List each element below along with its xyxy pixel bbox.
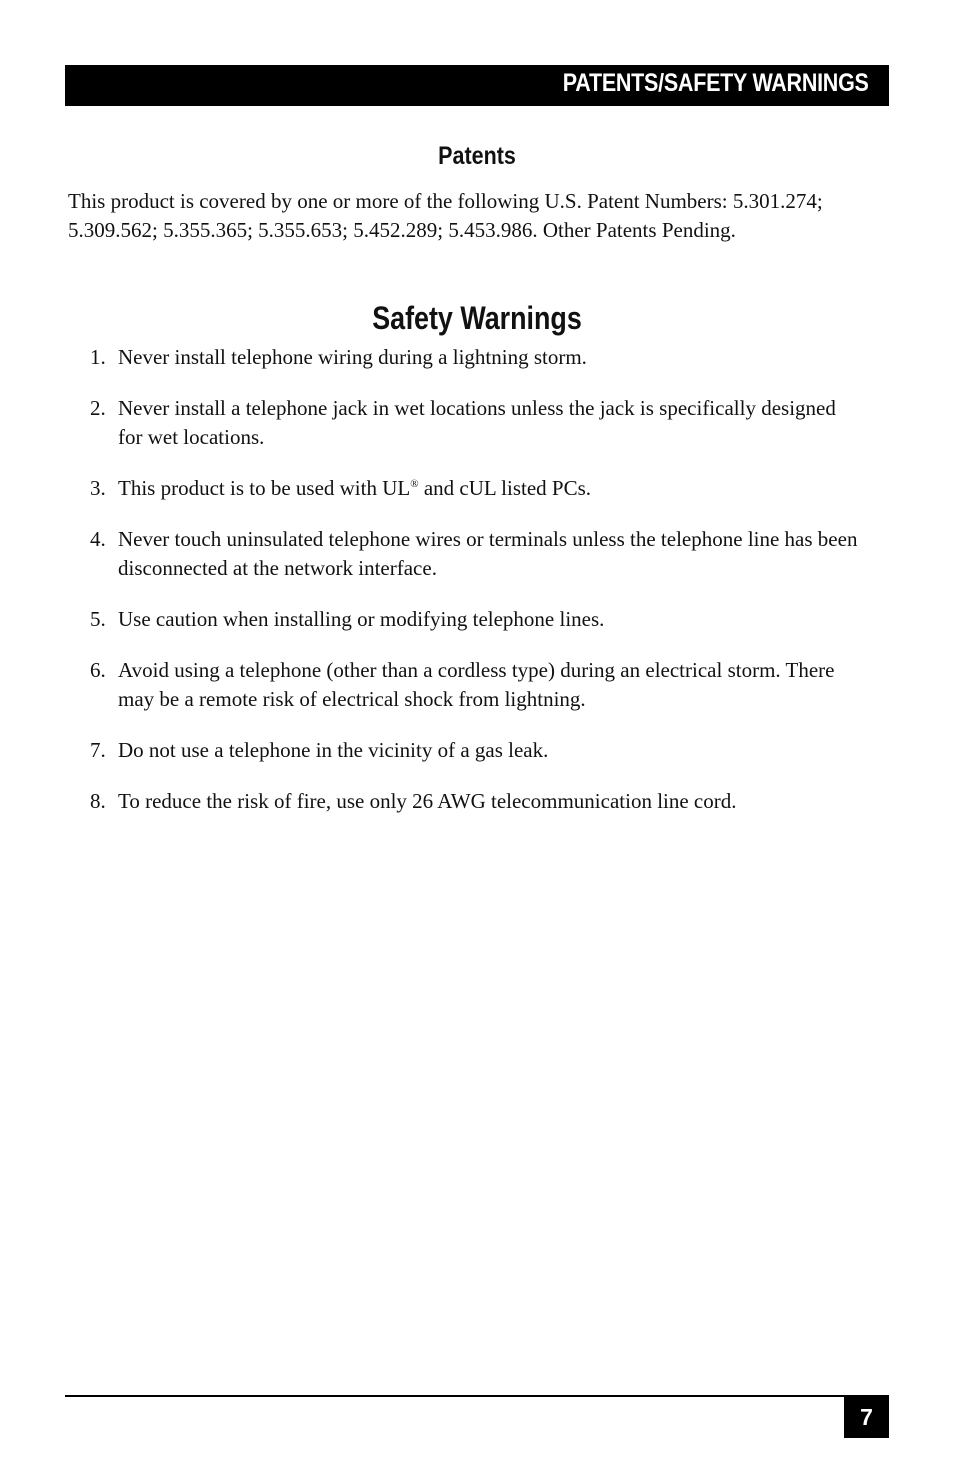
warning-number: 8.: [90, 789, 106, 813]
warning-item-6: [90, 656, 865, 714]
warning-text: Avoid using a telephone (other than a cordless type) during an electrical storm. There may be a remote risk of electrical shock from lightning.: [118, 658, 835, 711]
warning-text: Do not use a telephone in the vicinity of a gas leak.: [118, 738, 549, 762]
warning-number: 6.: [90, 658, 106, 682]
warning-item-4: [90, 525, 865, 583]
warning-number: 1.: [90, 345, 106, 369]
warning-item-8: [90, 787, 865, 816]
safety-warnings-heading: Safety Warnings: [372, 300, 582, 336]
header-bar: [65, 65, 889, 106]
warning-item-1: [90, 343, 865, 372]
warning-item-2: [90, 394, 865, 452]
warning-number: 5.: [90, 607, 106, 631]
warning-text: To reduce the risk of fire, use only 26 AWG telecommunication line cord.: [118, 789, 737, 813]
footer-rule: [65, 1395, 889, 1397]
warning-item-7: [90, 736, 865, 765]
warning-text-end: and cUL listed PCs.: [418, 476, 592, 500]
section-title: PATENTS/SAFETY WARNINGS: [563, 69, 869, 97]
safety-warnings-list: [90, 343, 865, 838]
warning-item-3: [90, 474, 865, 503]
warning-text: [118, 474, 865, 503]
warning-text: Never install a telephone jack in wet locations unless the jack is specifically designed for wet locations.: [118, 396, 836, 449]
patents-paragraph: This product is covered by one or more of the following U.S. Patent Numbers: 5.301.274; 5.309.562; 5.355.365; 5.355.653; 5.452.289; 5.453.986. Other Patents Pending.: [68, 189, 823, 242]
registered-mark: ®: [410, 478, 419, 490]
patents-heading: Patents: [438, 142, 516, 170]
warning-text: Use caution when installing or modifying telephone lines.: [118, 607, 605, 631]
warning-number: 4.: [90, 527, 106, 551]
warning-text-start: This product is to be used with UL: [118, 476, 411, 500]
warning-number: 2.: [90, 396, 106, 420]
warning-item-5: [90, 605, 865, 634]
warning-number: 7.: [90, 738, 106, 762]
warning-text: Never install telephone wiring during a lightning storm.: [118, 345, 587, 369]
warning-number: 3.: [90, 476, 106, 500]
page-number: 7: [860, 1404, 873, 1430]
page-number-box: [844, 1397, 889, 1438]
warning-text: Never touch uninsulated telephone wires or terminals unless the telephone line has been disconnected at the network interface.: [118, 527, 858, 580]
